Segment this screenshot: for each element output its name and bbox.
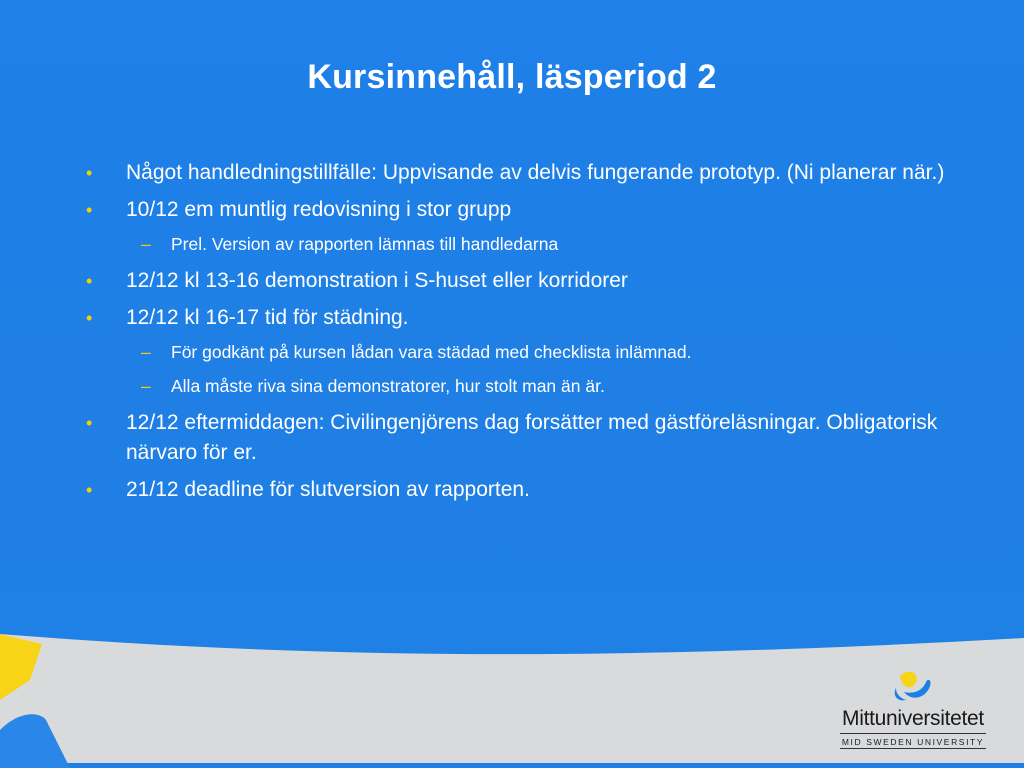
logo-divider (840, 733, 986, 734)
sub-bullet-text: Alla måste riva sina demonstratorer, hur stolt man än är. (171, 376, 605, 396)
bullet-text: 12/12 eftermiddagen: Civilingenjörens dag forsätter med gästföreläsningar. Obligatorisk närvaro för er. (126, 411, 938, 464)
bullet-item (86, 475, 966, 505)
sub-bullet-item (86, 374, 966, 398)
bullet-item (86, 158, 966, 188)
logo-divider-bottom (840, 748, 986, 749)
bullet-marker: • (86, 413, 93, 433)
bullet-text: 10/12 em muntlig redovisning i stor grupp (126, 198, 512, 221)
bullet-marker: • (86, 480, 93, 500)
bullet-text: Något handledningstillfälle: Uppvisande av delvis fungerande prototyp. (Ni planerar när.) (126, 161, 945, 184)
sub-bullet-item (86, 232, 966, 256)
sub-bullet-marker: – (141, 234, 151, 254)
bullet-text: 12/12 kl 13-16 demonstration i S-huset eller korridorer (126, 269, 628, 292)
sub-bullet-text: För godkänt på kursen lådan vara städad med checklista inlämnad. (171, 342, 692, 362)
bullet-item (86, 303, 966, 333)
logo-name: Mittuniversitetet (842, 707, 984, 730)
bullet-item (86, 266, 966, 296)
bullet-marker: • (86, 271, 93, 291)
mittuniversitetet-logo-icon (886, 668, 938, 708)
footer-bottom-stripe (0, 763, 1024, 768)
bullet-marker: • (86, 163, 93, 183)
bullet-marker: • (86, 200, 93, 220)
bullet-list (86, 158, 966, 512)
sub-bullet-item (86, 340, 966, 364)
slide-title: Kursinnehåll, läsperiod 2 (307, 58, 717, 96)
sub-bullet-text: Prel. Version av rapporten lämnas till handledarna (171, 234, 559, 254)
sub-bullet-marker: – (141, 376, 151, 396)
bullet-item (86, 408, 966, 468)
bullet-text: 21/12 deadline för slutversion av rapporten. (126, 478, 530, 501)
bullet-marker: • (86, 308, 93, 328)
bullet-text: 12/12 kl 16-17 tid för städning. (126, 306, 409, 329)
sub-bullet-marker: – (141, 342, 151, 362)
bullet-item (86, 195, 966, 225)
logo-subtitle: MID SWEDEN UNIVERSITY (841, 737, 985, 747)
